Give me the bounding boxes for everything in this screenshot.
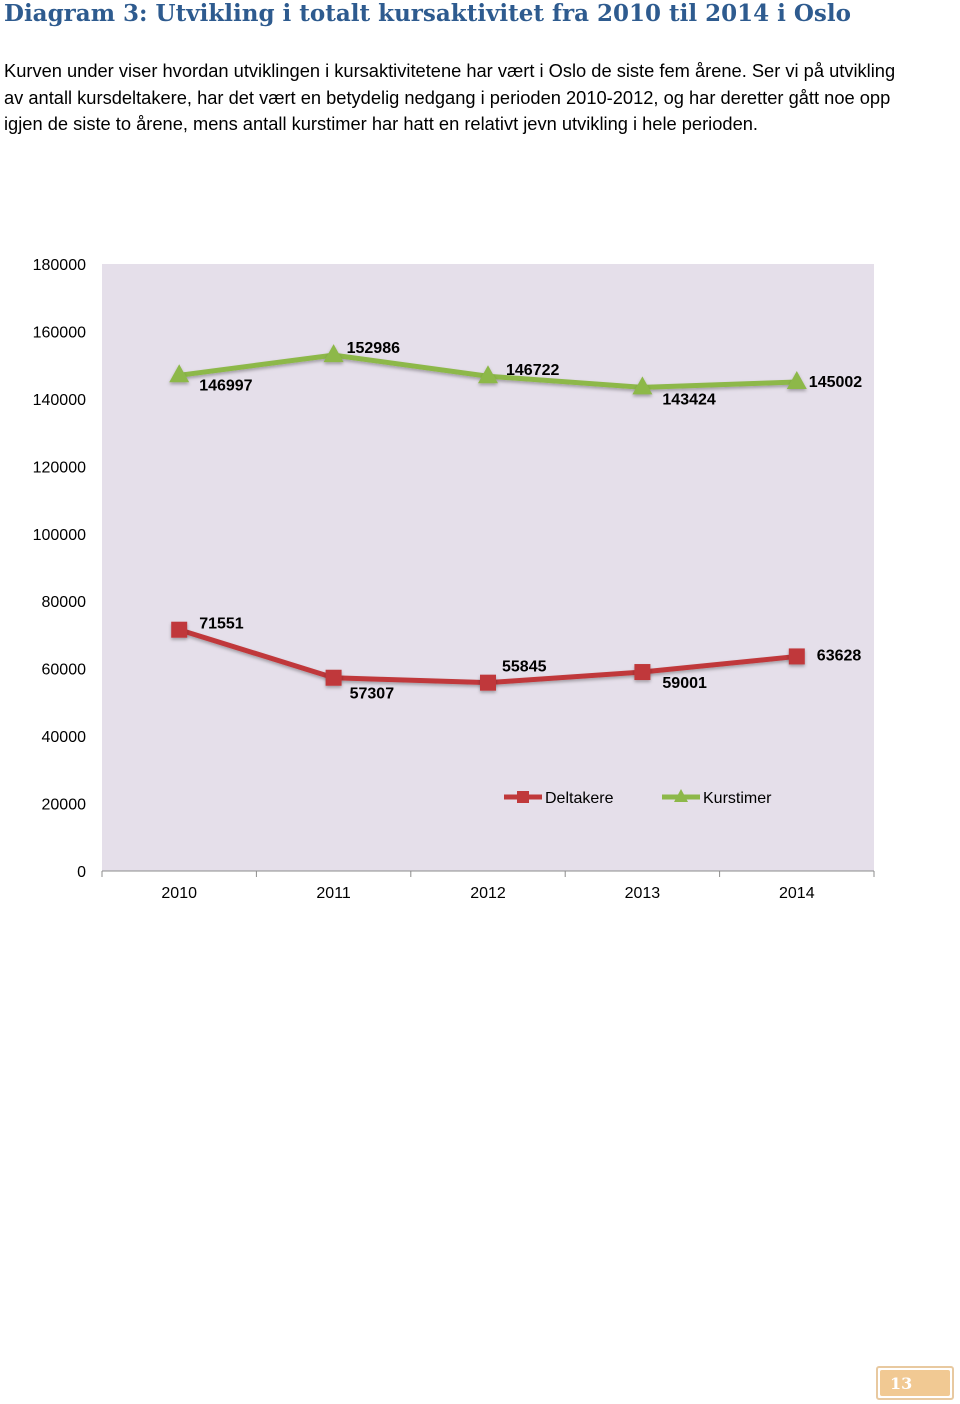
data-label-deltakere: 55845 bbox=[502, 658, 547, 676]
legend-label-kurstimer: Kurstimer bbox=[703, 790, 772, 807]
y-tick-label: 20000 bbox=[41, 796, 86, 814]
data-label-kurstimer: 143424 bbox=[662, 391, 716, 409]
page-number-badge bbox=[876, 1366, 954, 1400]
x-tick-label: 2011 bbox=[316, 885, 351, 902]
x-tick-label: 2010 bbox=[161, 885, 197, 902]
x-tick-label: 2014 bbox=[779, 885, 815, 902]
data-point-deltakere bbox=[480, 675, 496, 691]
data-label-kurstimer: 146997 bbox=[199, 377, 253, 395]
data-label-kurstimer: 145002 bbox=[808, 374, 863, 392]
legend-marker-deltakere bbox=[517, 791, 529, 803]
data-point-deltakere bbox=[634, 664, 650, 680]
y-tick-label: 140000 bbox=[32, 391, 86, 409]
y-tick-label: 60000 bbox=[41, 661, 86, 679]
x-tick-label: 2012 bbox=[470, 885, 506, 902]
intro-paragraph: Kurven under viser hvordan utviklingen i kursaktivitetene har vært i Oslo de siste fem årene. Ser vi på utvikling av antall kursdeltakere, har det vært en betydelig nedgang i perioden 2010-2012, og har deretter gått noe opp igjen de siste to årene, mens antall kurstimer har hatt en relativt jevn utvikling i hele perioden. bbox=[4, 60, 896, 134]
y-tick-label: 0 bbox=[77, 864, 86, 881]
data-label-kurstimer: 146722 bbox=[506, 362, 560, 380]
y-tick-label: 80000 bbox=[41, 594, 86, 612]
y-tick-label: 100000 bbox=[32, 526, 86, 544]
data-label-deltakere: 63628 bbox=[816, 647, 862, 665]
data-point-deltakere bbox=[171, 622, 187, 638]
legend-label-deltakere: Deltakere bbox=[545, 790, 614, 807]
y-tick-label: 40000 bbox=[41, 729, 86, 747]
data-point-deltakere bbox=[326, 670, 342, 686]
data-label-deltakere: 57307 bbox=[349, 685, 395, 703]
data-label-deltakere: 59001 bbox=[662, 675, 707, 693]
plot-area bbox=[102, 264, 874, 871]
data-label-kurstimer: 152986 bbox=[346, 340, 400, 358]
y-tick-label: 180000 bbox=[32, 257, 86, 274]
y-tick-label: 160000 bbox=[32, 324, 86, 342]
y-tick-label: 120000 bbox=[32, 459, 86, 477]
data-point-deltakere bbox=[789, 648, 805, 664]
page-number: 13 bbox=[880, 1370, 950, 1396]
data-label-deltakere: 71551 bbox=[199, 615, 244, 633]
page-heading: Diagram 3: Utvikling i totalt kursaktivitet fra 2010 til 2014 i Oslo bbox=[4, 0, 851, 27]
x-tick-label: 2013 bbox=[624, 885, 661, 902]
